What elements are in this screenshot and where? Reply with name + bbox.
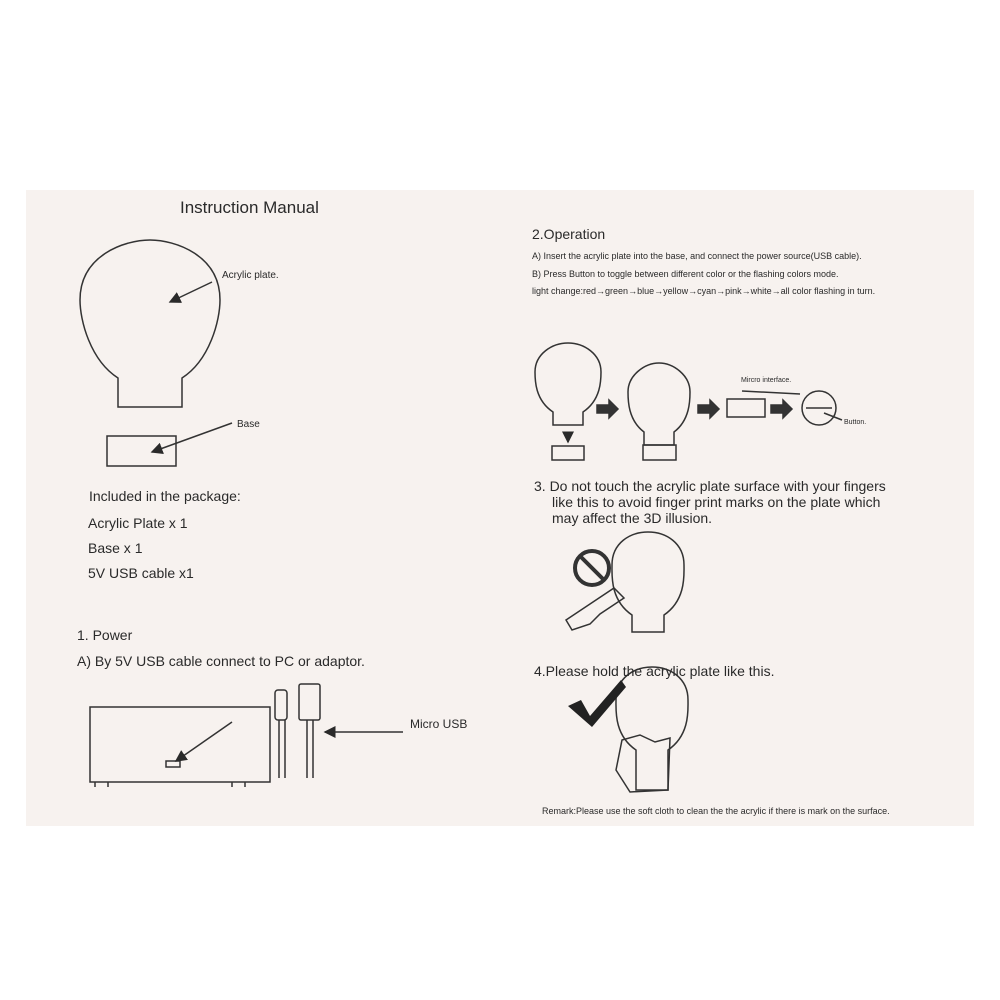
step3-line: like this to avoid finger print marks on the plate which: [552, 494, 881, 510]
step3-line: 3. Do not touch the acrylic plate surface with your fingers: [534, 478, 886, 494]
micro-interface-label: Mircro interface.: [741, 377, 792, 384]
base-arrow: [152, 423, 232, 452]
power-heading: 1. Power: [77, 627, 133, 643]
base-label: Base: [237, 419, 260, 430]
usb-a-plug: [299, 684, 320, 720]
micro-usb-plug: [275, 690, 287, 720]
acrylic-plate-label: Acrylic plate.: [222, 270, 279, 281]
op-bulb-1: [535, 343, 601, 425]
op-arrow-3: [771, 400, 792, 418]
usb-base: [90, 707, 270, 787]
step3-line: may affect the 3D illusion.: [552, 510, 713, 526]
operation-heading: 2.Operation: [532, 226, 606, 242]
package-item: Acrylic Plate x 1: [88, 515, 188, 531]
usb-port-arrow: [176, 722, 232, 761]
step4-bulb: [616, 667, 688, 790]
base-box: [107, 436, 176, 466]
acrylic-plate-arrow: [170, 282, 212, 302]
operation-step-a: A) Insert the acrylic plate into the base, and connect the power source(USB cable).: [532, 251, 862, 261]
op-arrow-1: [597, 400, 618, 418]
remark-text: Remark:Please use the soft cloth to clean the the acrylic if there is mark on the surface.: [542, 806, 890, 816]
operation-step-b: B) Press Button to toggle between different color or the flashing colors mode.: [532, 269, 839, 279]
op-bulb-2: [628, 363, 690, 445]
op-arrow-2: [698, 400, 719, 418]
step3-bulb: [612, 532, 684, 632]
package-item: Base x 1: [88, 540, 143, 556]
package-heading: Included in the package:: [89, 488, 241, 504]
light-change-sequence: light change:red→green→blue→yellow→cyan→pink→white→all color flashing in turn.: [532, 286, 876, 296]
manual-title: Instruction Manual: [180, 198, 319, 217]
step4-text: 4.Please hold the acrylic plate like this.: [534, 663, 775, 679]
button-label: Button.: [844, 419, 867, 426]
package-item: 5V USB cable x1: [88, 565, 194, 581]
acrylic-plate-bulb: [80, 240, 220, 407]
power-instruction: A) By 5V USB cable connect to PC or adaptor.: [77, 653, 365, 669]
op-base-1: [552, 446, 584, 460]
op-base-3: [727, 399, 765, 417]
op-base-2: [643, 445, 676, 460]
micro-usb-label: Micro USB: [410, 717, 468, 731]
hand-holding: [616, 735, 670, 792]
usb-port: [166, 761, 180, 767]
